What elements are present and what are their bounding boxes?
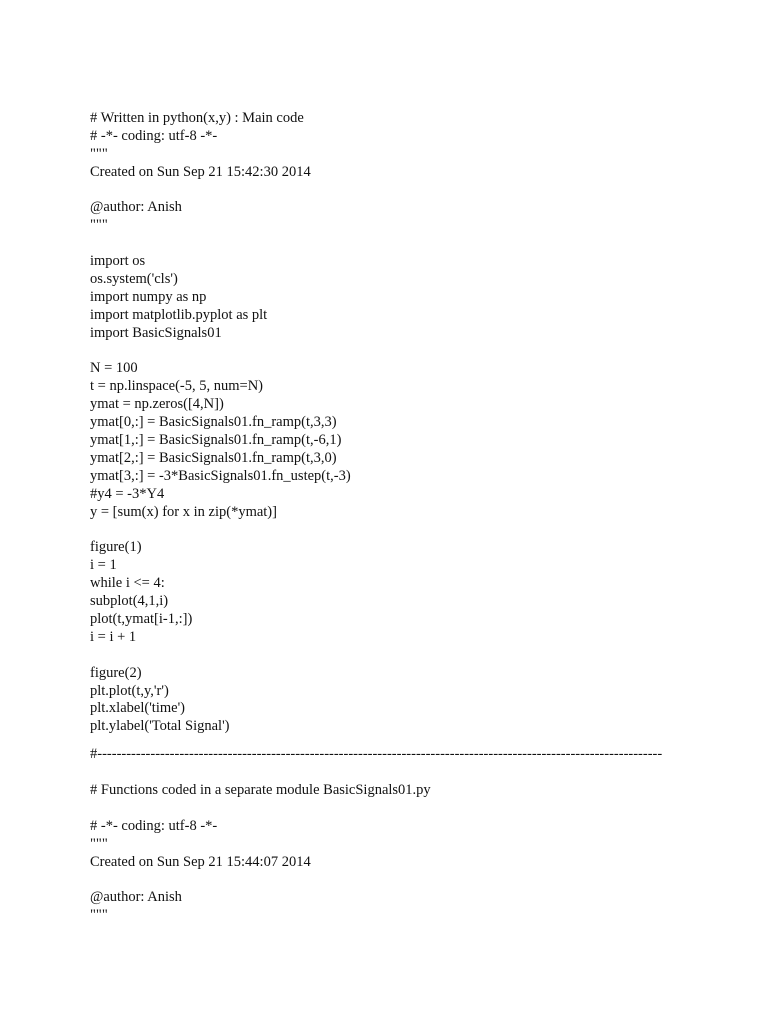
text-line: ymat[3,:] = -3*BasicSignals01.fn_ustep(t,-3) bbox=[90, 467, 351, 484]
text-line: import BasicSignals01 bbox=[90, 324, 222, 341]
text-line: Created on Sun Sep 21 15:44:07 2014 bbox=[90, 853, 311, 870]
text-line: Created on Sun Sep 21 15:42:30 2014 bbox=[90, 163, 311, 180]
text-line: N = 100 bbox=[90, 360, 138, 377]
text-line: i = 1 bbox=[90, 557, 117, 574]
text-line: """ bbox=[90, 145, 108, 162]
separator-line: #--------------------------------------------------------------------------------------------------------------------- bbox=[90, 746, 663, 763]
document-text bbox=[90, 110, 690, 925]
text-line: @author: Anish bbox=[90, 199, 182, 216]
text-line: os.system('cls') bbox=[90, 271, 178, 288]
text-line: plot(t,ymat[i-1,:]) bbox=[90, 610, 193, 627]
main-code-block bbox=[90, 110, 690, 736]
module-code-block bbox=[90, 782, 690, 925]
text-line: ymat[2,:] = BasicSignals01.fn_ramp(t,3,0) bbox=[90, 449, 337, 466]
text-line: # Functions coded in a separate module BasicSignals01.py bbox=[90, 782, 431, 799]
text-line: import numpy as np bbox=[90, 288, 207, 305]
blank-line bbox=[90, 800, 690, 818]
blank-line bbox=[90, 647, 690, 665]
text-line: plt.ylabel('Total Signal') bbox=[90, 718, 230, 735]
text-line: import os bbox=[90, 253, 146, 270]
text-line: subplot(4,1,i) bbox=[90, 593, 169, 610]
blank-line bbox=[90, 872, 690, 890]
text-line: ymat[1,:] = BasicSignals01.fn_ramp(t,-6,1) bbox=[90, 432, 342, 449]
text-line: plt.plot(t,y,'r') bbox=[90, 682, 169, 699]
text-line: # Written in python(x,y) : Main code bbox=[90, 110, 304, 126]
blank-line bbox=[90, 235, 690, 253]
text-line: while i <= 4: bbox=[90, 575, 165, 592]
text-line: figure(1) bbox=[90, 539, 142, 556]
text-line: figure(2) bbox=[90, 664, 142, 681]
text-line: y = [sum(x) for x in zip(*ymat)] bbox=[90, 503, 277, 520]
text-line: plt.xlabel('time') bbox=[90, 700, 186, 717]
text-line: #y4 = -3*Y4 bbox=[90, 485, 165, 502]
text-line: @author: Anish bbox=[90, 889, 182, 906]
text-line: # -*- coding: utf-8 -*- bbox=[90, 817, 218, 834]
text-line: t = np.linspace(-5, 5, num=N) bbox=[90, 378, 264, 395]
text-line: ymat = np.zeros([4,N]) bbox=[90, 396, 224, 413]
text-line: ymat[0,:] = BasicSignals01.fn_ramp(t,3,3) bbox=[90, 414, 337, 431]
text-line: """ bbox=[90, 217, 108, 234]
blank-line bbox=[90, 182, 690, 200]
text-line: """ bbox=[90, 907, 108, 924]
text-line: # -*- coding: utf-8 -*- bbox=[90, 127, 218, 144]
blank-line bbox=[90, 521, 690, 539]
text-line: """ bbox=[90, 835, 108, 852]
blank-line bbox=[90, 343, 690, 361]
text-line: import matplotlib.pyplot as plt bbox=[90, 306, 268, 323]
text-line: i = i + 1 bbox=[90, 628, 137, 645]
